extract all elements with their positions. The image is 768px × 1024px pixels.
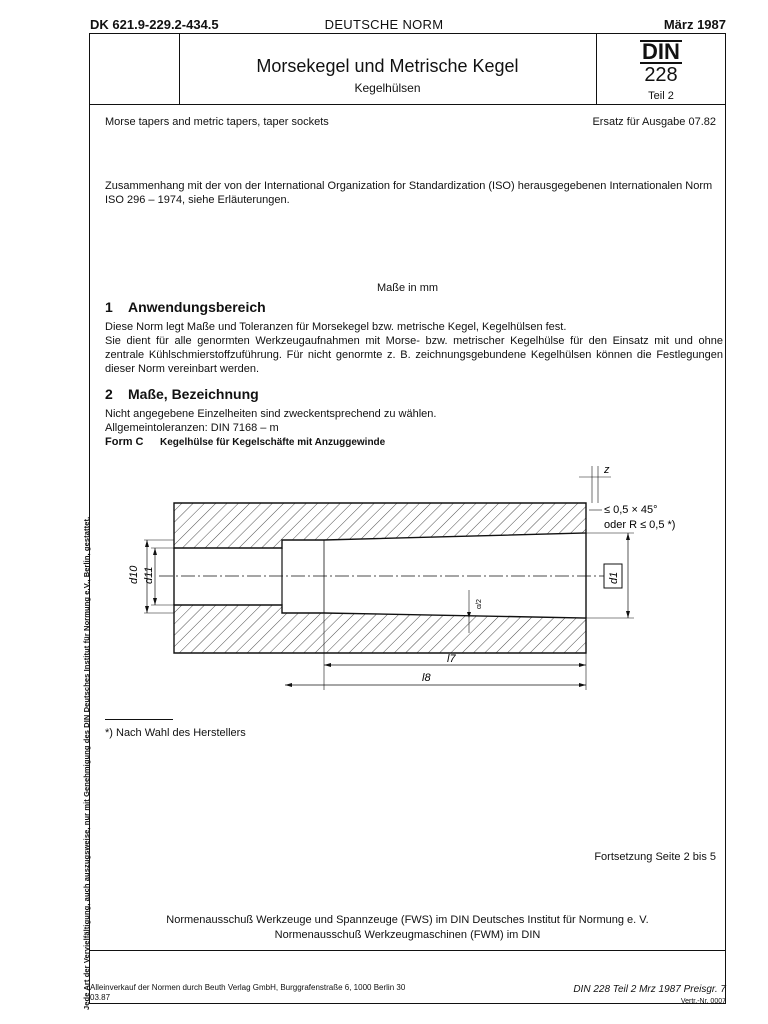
iso-note: Zusammenhang mit der von der International Organization for Standardization (ISO) herausgegebenen Internationalen Norm ISO 296 – 1974, siehe Erläuterungen. (105, 180, 713, 206)
section1-number: 1 (105, 299, 113, 315)
lower-wall-section (174, 605, 586, 653)
issue-date: März 1987 (663, 17, 726, 32)
publisher-line: Alleinverkauf der Normen durch Beuth Verlag GmbH, Burggrafenstraße 6, 1000 Berlin 30 (90, 983, 406, 992)
document-title: Morsekegel und Metrische Kegel (256, 56, 519, 76)
title-divider (89, 104, 726, 105)
form-label: Form C (105, 436, 144, 448)
section1-para2: Sie dient für alle genormten Werkzeugaufnahmen mit Morse- bzw. metrischer Kegelhülse für den Einsatz mit und ohne zentrale Kühlschmierstoffzuführung. Für nicht genormte z. B. zeichnungsgebundene Kegelhülsen können die Festlegungen dieser Norm vereinbart werden. (105, 335, 723, 375)
din-label: DIN (642, 39, 680, 64)
units-note: Maße in mm (376, 282, 439, 294)
l8-label: l8 (422, 672, 431, 684)
bottom-divider (89, 950, 726, 951)
document-subtitle: Kegelhülsen (354, 81, 421, 95)
section2-heading: Maße, Bezeichnung (128, 386, 259, 402)
footer-doc-ref: DIN 228 Teil 2 Mrz 1987 Preisgr. 7 (573, 984, 726, 995)
norm-label: DEUTSCHE NORM (324, 17, 444, 32)
continuation-note: Fortsetzung Seite 2 bis 5 (594, 851, 716, 863)
d10-label: d10 (128, 565, 140, 584)
committee-line2: Normenausschuß Werkzeugmaschinen (FWM) im DIN (274, 929, 541, 941)
section2-line1: Nicht angegebene Einzelheiten sind zweckentsprechend zu wählen. (105, 408, 437, 420)
footnote: *) Nach Wahl des Herstellers (105, 727, 246, 739)
print-date: 03.87 (90, 993, 111, 1002)
din-logo (596, 40, 726, 64)
english-title: Morse tapers and metric tapers, taper sockets (105, 116, 329, 128)
replaces-note: Ersatz für Ausgabe 07.82 (592, 116, 716, 128)
din-part: Teil 2 (648, 90, 674, 102)
committee-line1: Normenausschuß Werkzeuge und Spannzeuge (FWS) im DIN Deutsches Institut für Normung e. V. (166, 914, 649, 926)
d11-label: d11 (143, 566, 155, 584)
footer-publisher (90, 983, 405, 1003)
section1-heading: Anwendungsbereich (128, 299, 266, 315)
section2-line2: Allgemeintoleranzen: DIN 7168 – m (105, 422, 279, 434)
chamfer-note-line1: ≤ 0,5 × 45° (604, 504, 658, 516)
form-description: Kegelhülse für Kegelschäfte mit Anzuggewinde (160, 437, 386, 448)
l7-label: l7 (447, 653, 456, 665)
dk-number: DK 621.9-229.2-434.5 (90, 17, 219, 32)
chamfer-note-line2: oder R ≤ 0,5 *) (604, 519, 676, 531)
d1-label: d1 (608, 571, 620, 584)
footer-vertr: Vertr.-Nr. 0007 (680, 998, 726, 1005)
section2-number: 2 (105, 386, 113, 402)
din-number: 228 (644, 64, 678, 86)
section1-para1: Diese Norm legt Maße und Toleranzen für Morsekegel bzw. metrische Kegel, Kegelhülsen fest. (105, 321, 567, 333)
z-label: z (604, 464, 610, 476)
copyright-side-note: Jede Art der Vervielfältigung, auch auszugsweise, nur mit Genehmigung des DIN Deutsches Institut für Normung e.V., Berlin, gestattet. (82, 516, 91, 1010)
angle-label: α/2 (476, 599, 483, 609)
upper-wall-section (174, 503, 586, 548)
footnote-rule (105, 719, 173, 720)
taper-socket-drawing (89, 460, 726, 700)
